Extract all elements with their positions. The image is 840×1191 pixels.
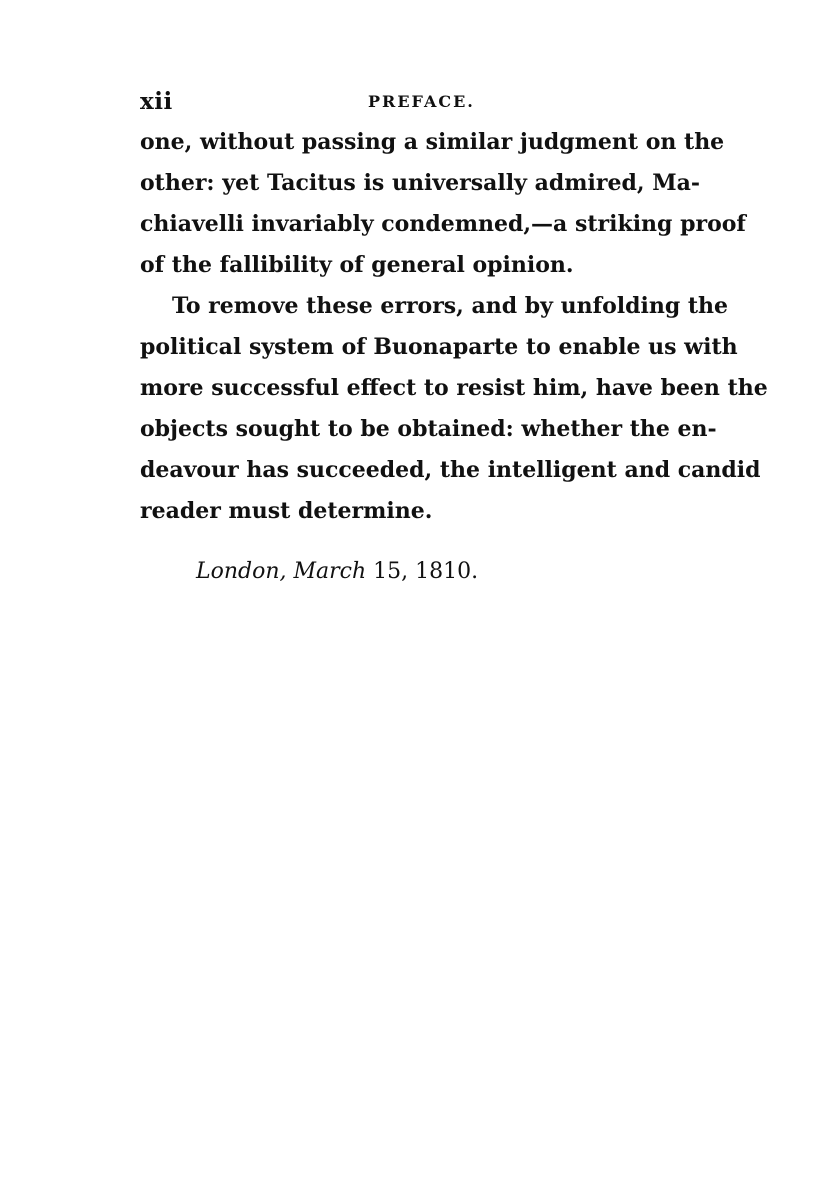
section-title: PREFACE. [368,92,475,111]
day-number: 15, [373,559,409,584]
date-signature [196,551,478,592]
text-line: other: yet Tacitus is universally admired, Ma- [140,170,700,196]
place-name: London, [196,559,287,584]
running-head [140,86,700,120]
text-line: reader must determine. [140,498,433,524]
text-line: objects sought to be obtained: whether the en- [140,416,717,442]
text-line: one, without passing a similar judgment on the [140,129,725,155]
text-line: To remove these errors, and by unfolding the [172,293,729,319]
text-line: chiavelli invariably condemned,—a striking proof [140,211,746,237]
page-number: xii [140,88,173,115]
year-number: 1810. [415,559,479,584]
text-line: of the fallibility of general opinion. [140,252,574,278]
month-name: March [293,559,367,584]
paragraph-2 [140,286,768,532]
text-line: political system of Buonaparte to enable us with [140,334,738,360]
text-line: more successful effect to resist him, have been the [140,375,768,401]
paragraph-1 [140,122,746,286]
body-text [140,122,768,532]
text-line: deavour has succeeded, the intelligent and candid [140,457,761,483]
